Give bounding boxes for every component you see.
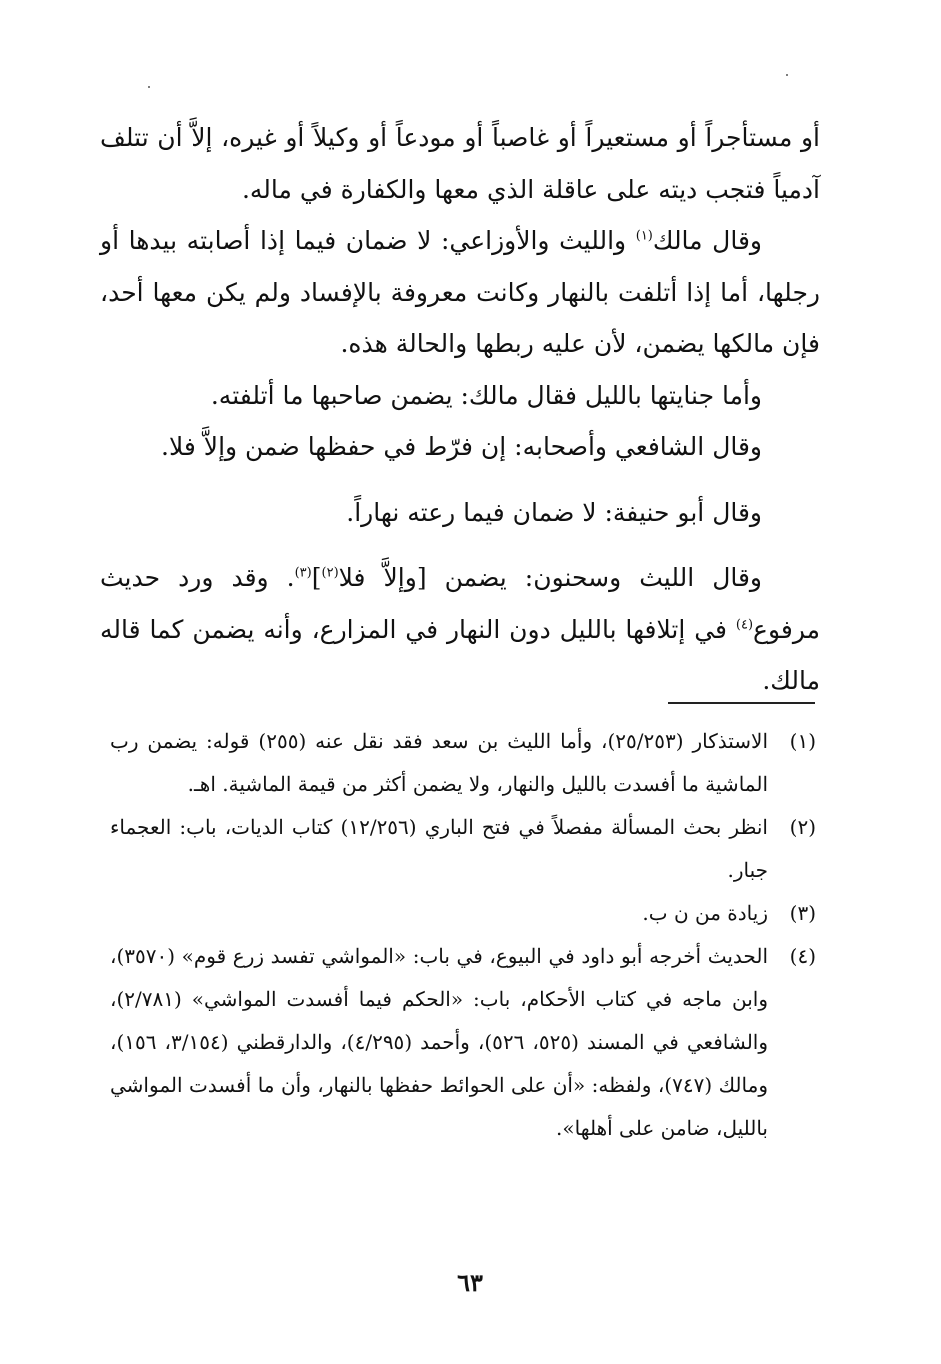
paragraph-6-part-d: في إتلافها بالليل دون النهار في المزارع، وأنه يضمن كما قاله مالك.	[100, 614, 820, 695]
footnotes-section	[110, 720, 816, 1150]
paragraph-3: وأما جنايتها بالليل فقال مالك: يضمن صاحبها ما أتلفته.	[210, 380, 762, 410]
footnote-ref-1: (١)	[635, 228, 653, 244]
footnote-separator	[668, 702, 815, 704]
paragraph-1: أو مستأجراً أو مستعيراً أو غاصباً أو مودعاً أو وكيلاً أو غيره، إلاَّ أن تتلف آدمياً فتجب ديته على عاقلة الذي معها والكفارة في ماله.	[100, 123, 820, 204]
paragraph-2	[100, 215, 820, 370]
paragraph-4: وقال الشافعي وأصحابه: إن فرّط في حفظها ضمن وإلاَّ فلا.	[161, 432, 762, 461]
paragraph-6-part-c: . وقد ورد حديث مرفوع	[100, 563, 820, 644]
footnote-ref-3: (٣)	[294, 565, 312, 581]
footnote-number: (٢)	[789, 815, 816, 839]
paragraph-6	[100, 552, 820, 707]
footnote-text: الحديث أخرجه أبو داود في البيوع، في باب: «المواشي تفسد زرع قوم» (٣٥٧٠)، وابن ماجه في كتاب الأحكام، باب: «الحكم فيما أفسدت المواشي» (٢/٧٨١)، والشافعي في المسند (٥٢٥، ٥٢٦)، وأحمد (٤/٢٩٥)، والدارقطني (٣/١٥٤، ١٥٦)، ومالك (٧٤٧)، ولفظه: «أن على الحوائط حفظها بالنهار، وأن ما أفسدت المواشي بالليل، ضامن على أهلها».	[110, 944, 769, 1140]
page-number: ٦٣	[457, 1268, 483, 1297]
footnote-3	[110, 892, 816, 935]
paragraph-5: وقال أبو حنيفة: لا ضمان فيما رعته نهاراً.	[346, 497, 762, 527]
footnote-2	[110, 806, 816, 892]
footnote-ref-2: (٢)	[321, 565, 339, 581]
main-body-text	[100, 112, 820, 707]
footnote-1	[110, 720, 816, 806]
footnote-text: الاستذكار (٢٥/٢٥٣)، وأما الليث بن سعد فقد نقل عنه (٢٥٥) قوله: يضمن رب الماشية ما أفسدت بالليل والنهار، ولا يضمن أكثر من قيمة الماشية. اهـ.	[110, 729, 769, 796]
paragraph-6-part-a: وقال الليث وسحنون: يضمن [وإلاَّ فلا	[338, 563, 763, 592]
footnote-number: (١)	[789, 729, 816, 753]
scan-speck	[148, 86, 150, 88]
footnote-ref-4: (٤)	[735, 617, 754, 633]
footnote-number: (٣)	[789, 901, 816, 925]
footnote-4	[110, 935, 816, 1150]
footnote-number: (٤)	[789, 944, 816, 968]
paragraph-2-start: وقال مالك	[652, 226, 762, 255]
footnote-text: زيادة من ن ب.	[642, 901, 768, 925]
scan-speck	[786, 74, 788, 76]
footnote-text: انظر بحث المسألة مفصلاً في فتح الباري (١٢/٢٥٦) كتاب الديات، باب: العجماء جبار.	[110, 815, 768, 882]
paragraph-2-rest: والليث والأوزاعي: لا ضمان فيما إذا أصابته بيدها أو رجلها، أما إذا أتلفت بالنهار وكانت معروفة بالإفساد ولم يكن معها أحد، فإن مالكها يضمن، لأن عليه ربطها والحالة هذه.	[100, 226, 820, 358]
paragraph-6-part-b: ]	[311, 563, 322, 592]
